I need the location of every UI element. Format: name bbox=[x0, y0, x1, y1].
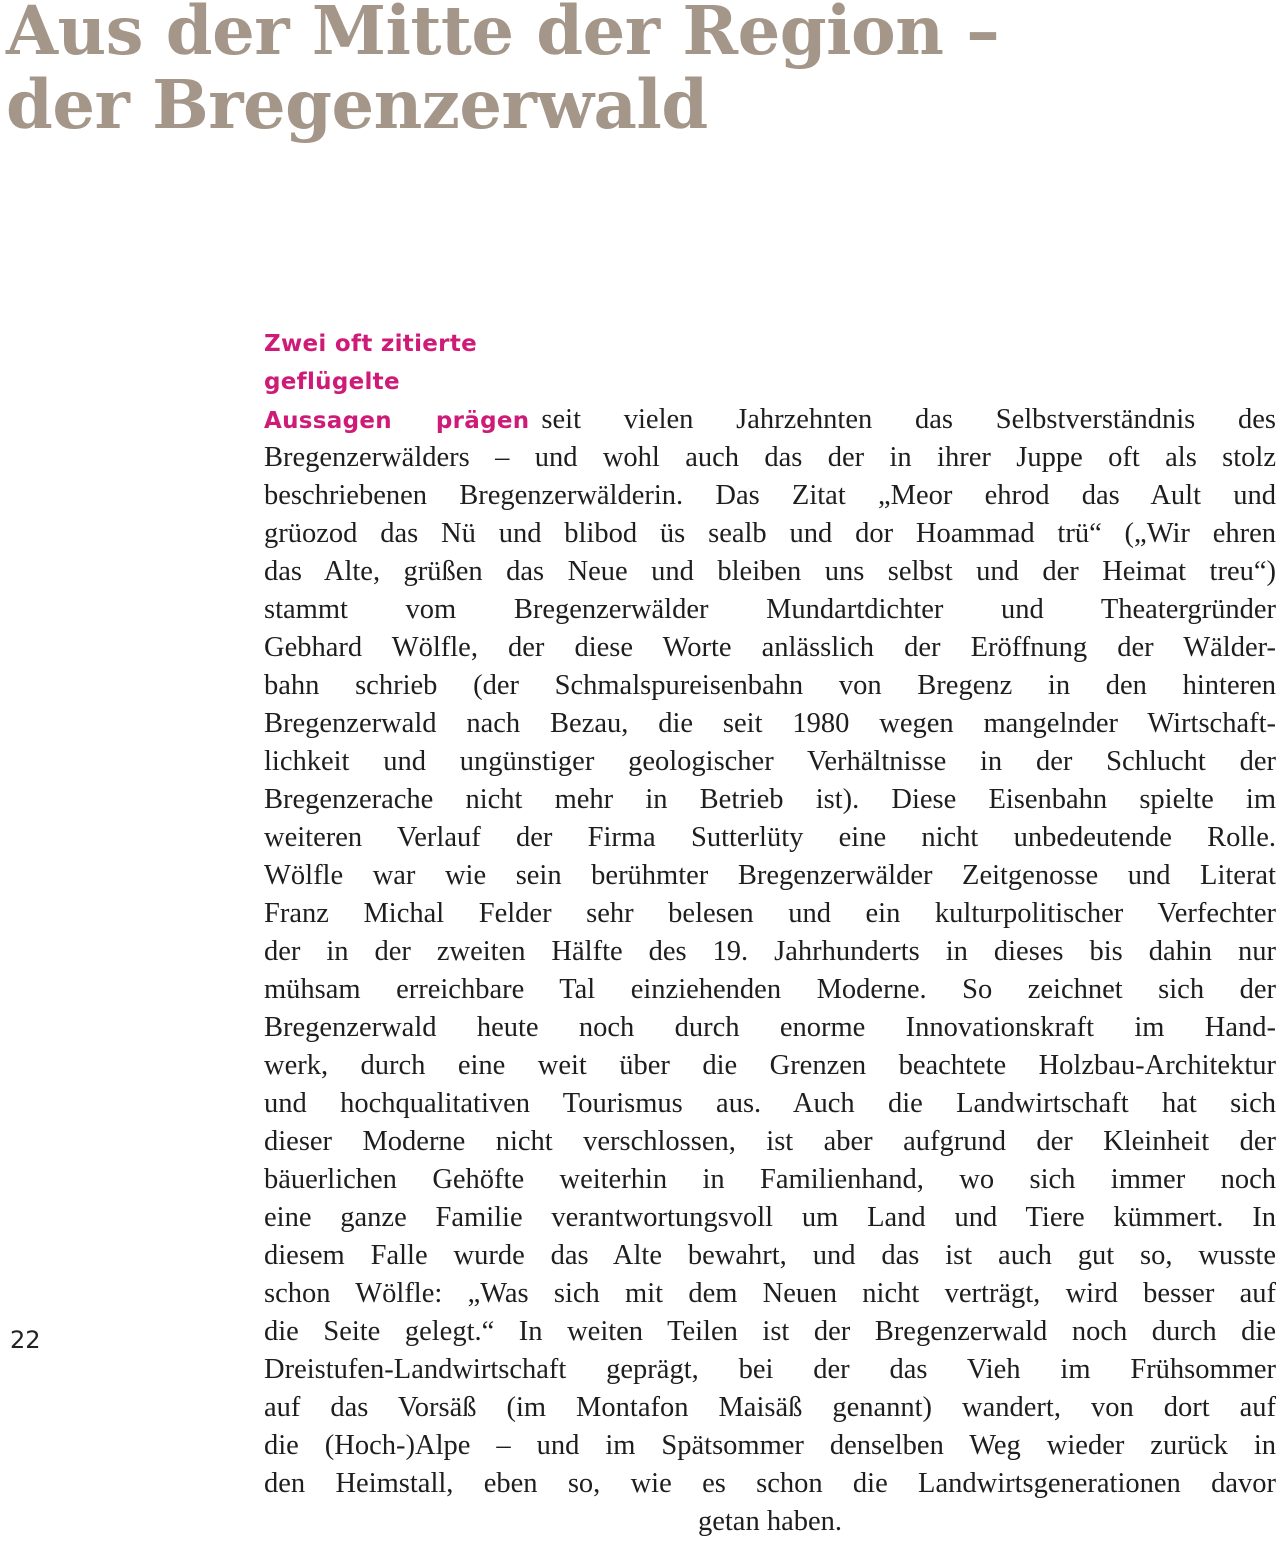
body-line: schon Wölfle: „Was sich mit dem Neuen nicht verträgt, wird besser auf bbox=[264, 1278, 1276, 1309]
body-line-text: seit vielen Jahrzehnten das Selbstverständnis des bbox=[541, 404, 1276, 435]
body-line: der in der zweiten Hälfte des 19. Jahrhunderts in dieses bis dahin nur bbox=[264, 936, 1276, 967]
lead-in-line-1: Zwei oft zitierte bbox=[264, 331, 478, 357]
lead-in-line-3: Aussagen prägen bbox=[264, 408, 530, 434]
body-line: und hochqualitativen Tourismus aus. Auch die Landwirtschaft hat sich bbox=[264, 1088, 1276, 1119]
body-line: Bregenzerwälders – und wohl auch das der in ihrer Juppe oft als stolz bbox=[264, 442, 1276, 473]
body-line: den Heimstall, eben so, wie es schon die Landwirtsgenerationen davor bbox=[264, 1468, 1276, 1499]
body-line: stammt vom Bregenzerwälder Mundartdichter und Theatergründer bbox=[264, 594, 1276, 625]
body-line: Bregenzerwald nach Bezau, die seit 1980 wegen mangelnder Wirtschaft- bbox=[264, 708, 1276, 739]
body-line: Wölfle war wie sein berühmter Bregenzerwälder Zeitgenosse und Literat bbox=[264, 860, 1276, 891]
body-line-final: getan haben. bbox=[697, 1506, 843, 1537]
body-line: auf das Vorsäß (im Montafon Maisäß genannt) wandert, von dort auf bbox=[264, 1392, 1276, 1423]
lead-in-line-2: geflügelte bbox=[264, 369, 400, 395]
body-line: lichkeit und ungünstiger geologischer Verhältnisse in der Schlucht der bbox=[264, 746, 1276, 777]
body-line: Dreistufen-Landwirtschaft geprägt, bei der das Vieh im Frühsommer bbox=[264, 1354, 1276, 1385]
body-line: eine ganze Familie verantwortungsvoll um Land und Tiere kümmert. In bbox=[264, 1202, 1276, 1233]
body-line: werk, durch eine weit über die Grenzen beachtete Holzbau-Architektur bbox=[264, 1050, 1276, 1081]
body-line: Franz Michal Felder sehr belesen und ein kulturpolitischer Verfechter bbox=[264, 898, 1276, 929]
title-line-1: Aus der Mitte der Region – bbox=[6, 0, 1000, 70]
body-line: Bregenzerache nicht mehr in Betrieb ist). Diese Eisenbahn spielte im bbox=[264, 784, 1276, 815]
body-line: beschriebenen Bregenzerwälderin. Das Zitat „Meor ehrod das Ault und bbox=[264, 480, 1276, 511]
body-line: die Seite gelegt.“ In weiten Teilen ist der Bregenzerwald noch durch die bbox=[264, 1316, 1276, 1347]
title-line-2: der Bregenzerwald bbox=[6, 65, 708, 144]
body-line: Gebhard Wölfle, der diese Worte anlässlich der Eröffnung der Wälder- bbox=[264, 632, 1276, 663]
body-line: die (Hoch-)Alpe – und im Spätsommer denselben Weg wieder zurück in bbox=[264, 1430, 1276, 1461]
body-line: bäuerlichen Gehöfte weiterhin in Familienhand, wo sich immer noch bbox=[264, 1164, 1276, 1195]
body-line: weiteren Verlauf der Firma Sutterlüty eine nicht unbedeutende Rolle. bbox=[264, 822, 1276, 853]
body-line: Bregenzerwald heute noch durch enorme Innovationskraft im Hand- bbox=[264, 1012, 1276, 1043]
body-line: grüozod das Nü und blibod üs sealb und dor Hoammad trü“ („Wir ehren bbox=[264, 518, 1276, 549]
page-number: 22 bbox=[10, 1326, 41, 1354]
body-line bbox=[264, 401, 1276, 439]
body-line: mühsam erreichbare Tal einziehenden Moderne. So zeichnet sich der bbox=[264, 974, 1276, 1005]
body-line: das Alte, grüßen das Neue und bleiben uns selbst und der Heimat treu“) bbox=[264, 556, 1276, 587]
article-body bbox=[264, 325, 1276, 1541]
page-title bbox=[6, 0, 999, 142]
body-line: diesem Falle wurde das Alte bewahrt, und das ist auch gut so, wusste bbox=[264, 1240, 1276, 1271]
body-line: dieser Moderne nicht verschlossen, ist aber aufgrund der Kleinheit der bbox=[264, 1126, 1276, 1157]
body-line: bahn schrieb (der Schmalspureisenbahn von Bregenz in den hinteren bbox=[264, 670, 1276, 701]
